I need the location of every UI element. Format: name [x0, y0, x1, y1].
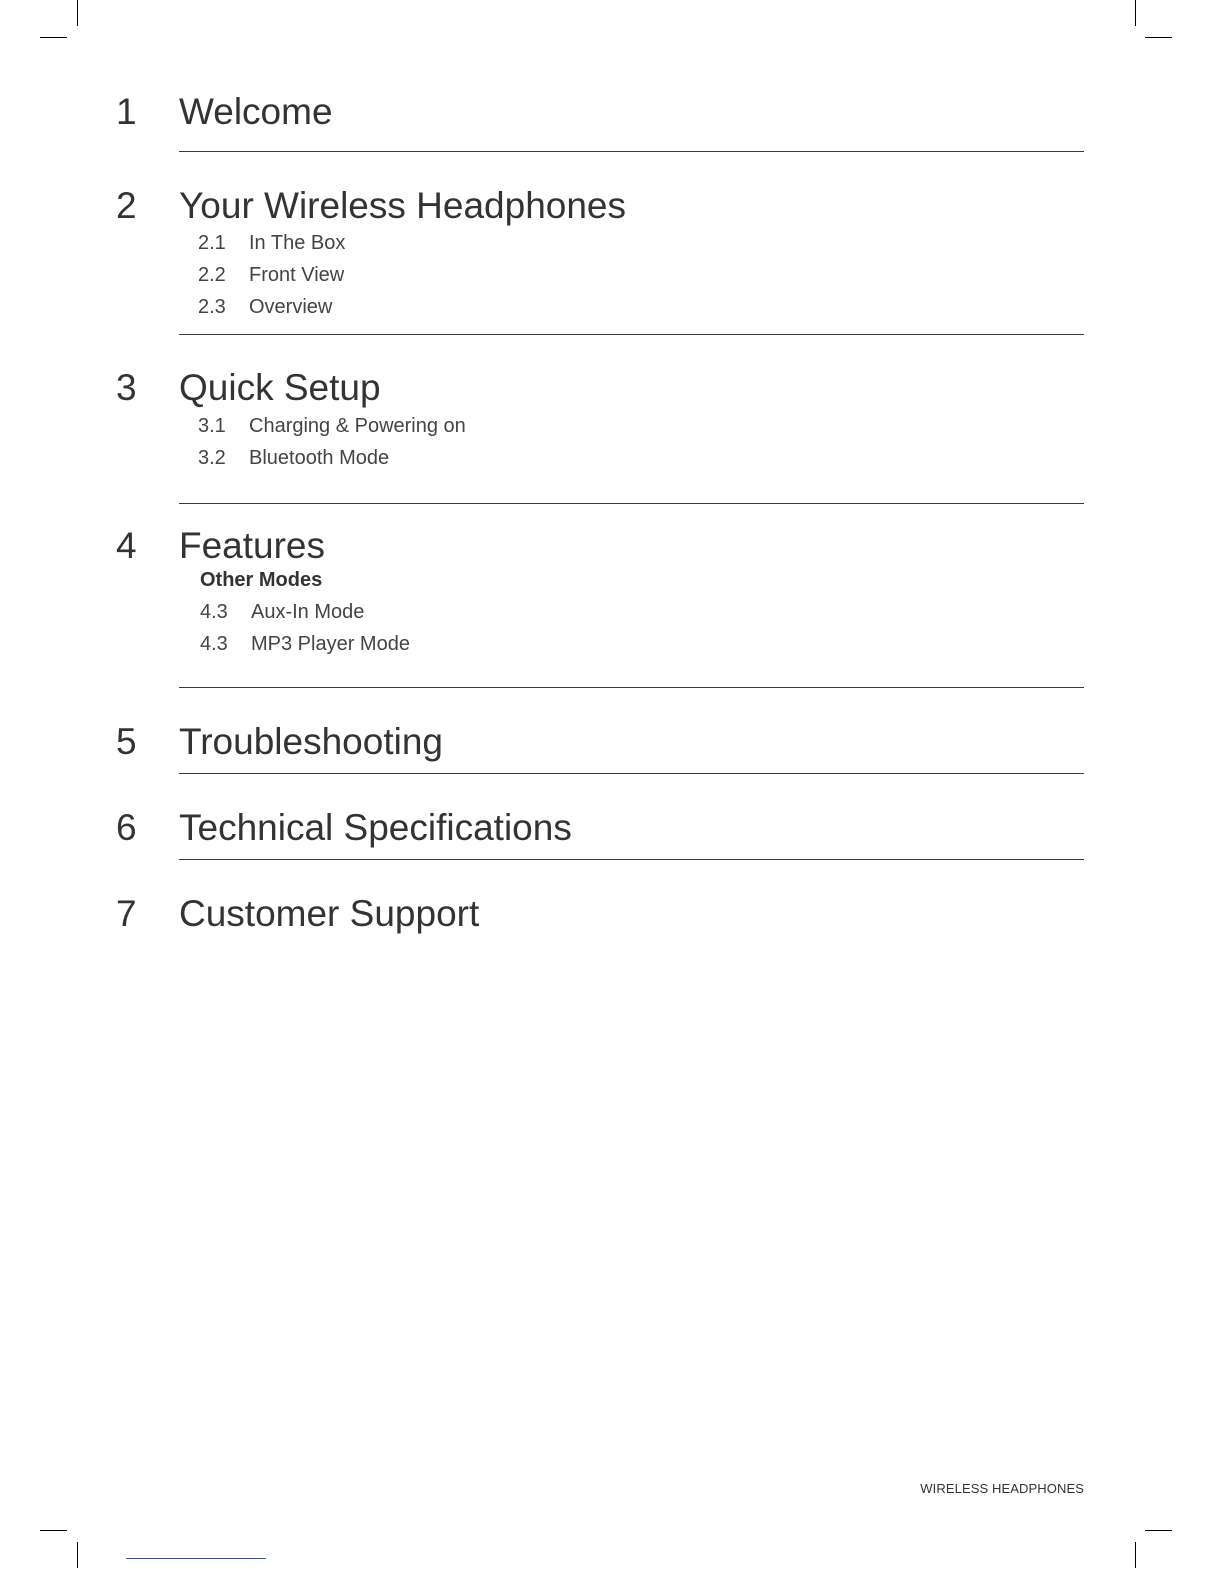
section-divider — [179, 334, 1084, 335]
section-4-title[interactable]: Features — [179, 525, 326, 566]
section-4-number: 4 — [116, 525, 137, 566]
crop-mark-top-left-horizontal — [40, 37, 67, 38]
crop-mark-bottom-right-vertical — [1135, 1542, 1136, 1568]
subsection-2-1-number: 2.1 — [198, 232, 226, 254]
subsection-3-2-label[interactable]: Bluetooth Mode — [249, 447, 390, 469]
subsection-2-1-label[interactable]: In The Box — [249, 232, 346, 254]
section-3-title[interactable]: Quick Setup — [179, 367, 381, 408]
subsection-4-3-mp3-number: 4.3 — [200, 633, 228, 655]
section-7-title[interactable]: Customer Support — [179, 893, 480, 934]
footer-link-underline — [126, 1558, 266, 1559]
section-2-title[interactable]: Your Wireless Headphones — [179, 185, 626, 226]
section-divider — [179, 503, 1084, 504]
section-5-number: 5 — [116, 721, 137, 762]
subsection-4-3-mp3-label[interactable]: MP3 Player Mode — [251, 633, 410, 655]
section-divider — [179, 859, 1084, 860]
subsection-2-3-label[interactable]: Overview — [249, 296, 333, 318]
crop-mark-bottom-left-vertical — [77, 1542, 78, 1568]
section-5-title[interactable]: Troubleshooting — [179, 721, 443, 762]
group-heading-other-modes: Other Modes — [200, 569, 323, 591]
crop-mark-bottom-left-horizontal — [40, 1530, 67, 1531]
subsection-3-1-number: 3.1 — [198, 415, 226, 437]
section-divider — [179, 151, 1084, 152]
footer-label: WIRELESS HEADPHONES — [920, 1481, 1084, 1496]
section-7-number: 7 — [116, 893, 137, 934]
section-1-number: 1 — [116, 91, 137, 132]
subsection-3-2-number: 3.2 — [198, 447, 226, 469]
section-1-title[interactable]: Welcome — [179, 91, 333, 132]
subsection-4-3-aux-label[interactable]: Aux-In Mode — [251, 601, 365, 623]
subsection-4-3-aux-number: 4.3 — [200, 601, 228, 623]
section-2-number: 2 — [116, 185, 137, 226]
subsection-2-2-number: 2.2 — [198, 264, 226, 286]
subsection-2-3-number: 2.3 — [198, 296, 226, 318]
subsection-2-2-label[interactable]: Front View — [249, 264, 345, 286]
crop-mark-top-left-vertical — [77, 0, 78, 26]
crop-mark-bottom-right-horizontal — [1145, 1530, 1172, 1531]
section-divider — [179, 773, 1084, 774]
section-3-number: 3 — [116, 367, 137, 408]
section-6-number: 6 — [116, 807, 137, 848]
crop-mark-top-right-horizontal — [1145, 37, 1172, 38]
crop-mark-top-right-vertical — [1135, 0, 1136, 26]
section-6-title[interactable]: Technical Specifications — [179, 807, 572, 848]
subsection-3-1-label[interactable]: Charging & Powering on — [249, 415, 466, 437]
section-divider — [179, 687, 1084, 688]
